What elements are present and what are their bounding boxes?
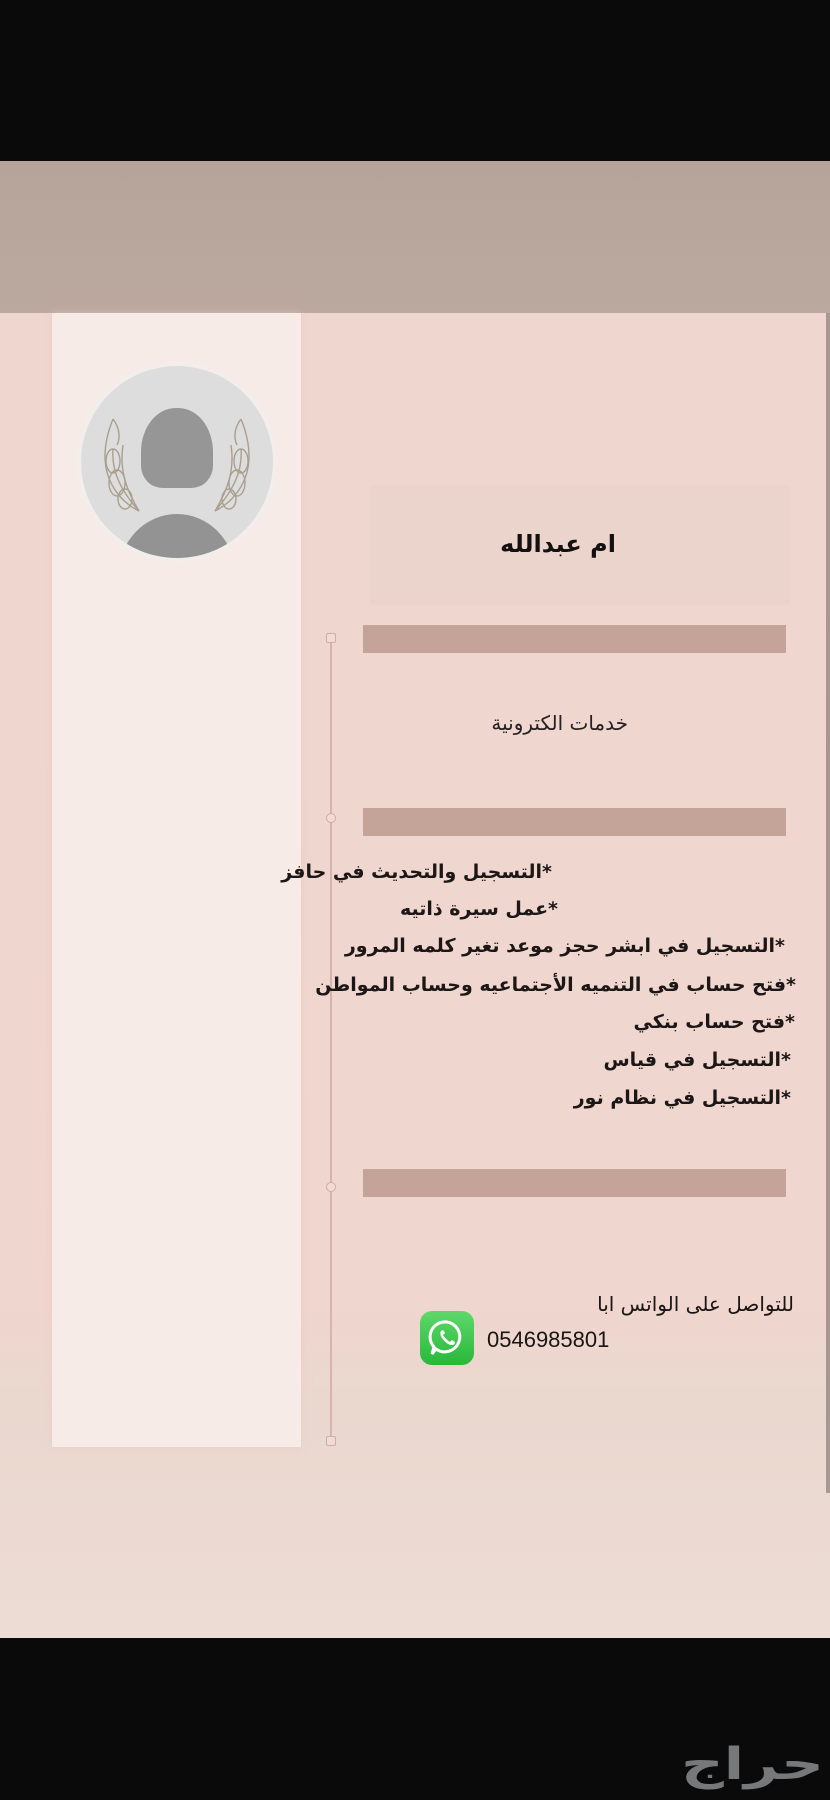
whatsapp-icon[interactable] — [420, 1311, 474, 1365]
haraj-watermark-logo: حراج — [681, 1739, 824, 1790]
profile-name: ام عبدالله — [500, 530, 616, 558]
service-item: *فتح حساب في التنميه الأجتماعيه وحساب المواطن — [315, 974, 796, 996]
service-item: *التسجيل في قياس — [603, 1049, 791, 1071]
service-item: *عمل سيرة ذاتيه — [400, 898, 558, 920]
divider-bar — [363, 1169, 786, 1197]
subtitle: خدمات الكترونية — [491, 711, 628, 735]
timeline-node — [326, 1182, 336, 1192]
timeline-node — [326, 633, 336, 643]
wing-right-icon — [211, 411, 255, 521]
divider-bar — [363, 808, 786, 836]
divider-bar — [363, 625, 786, 653]
service-item: *فتح حساب بنكي — [633, 1011, 795, 1033]
header-band — [0, 161, 830, 313]
service-item: *التسجيل في نظام نور — [573, 1087, 791, 1109]
timeline-line — [330, 640, 332, 1443]
avatar-head — [141, 408, 213, 488]
top-black-bar — [0, 0, 830, 161]
phone-number[interactable]: 0546985801 — [487, 1327, 610, 1352]
wing-left-icon — [99, 411, 143, 521]
timeline-node — [326, 813, 336, 823]
service-item: *التسجيل في ابشر حجز موعد تغير كلمه المرور — [344, 935, 785, 957]
contact-label: للتواصل على الواتس ابا — [597, 1292, 794, 1316]
avatar-body — [119, 514, 235, 562]
timeline-node — [326, 1436, 336, 1446]
service-item: *التسجيل والتحديث في حافز — [281, 861, 552, 883]
avatar — [77, 362, 277, 562]
card-right-edge — [826, 313, 830, 1493]
